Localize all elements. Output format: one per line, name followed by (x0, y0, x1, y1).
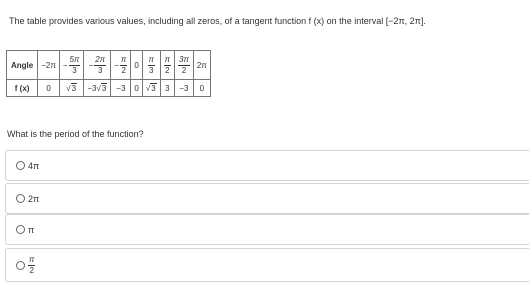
fx-cell: −3 (111, 80, 131, 97)
fx-cell: √3 (59, 80, 83, 97)
fx-cell: √3 (142, 80, 160, 97)
answer-choice-pi[interactable] (5, 214, 529, 245)
angle-cell: $\frac{3\pi}{2}$ (175, 51, 194, 80)
angle-cell: 2π (193, 51, 210, 80)
angle-cell: − $\frac{2\pi}{3}$ (84, 51, 111, 80)
angle-cell: 0 (131, 51, 142, 80)
choice-label: π (28, 224, 35, 235)
angle-cell: $\frac{\pi}{2}$ (160, 51, 174, 80)
choice-label: $\frac{\pi}{2}$ (29, 254, 35, 275)
table-row-fx (7, 80, 211, 97)
angle-header: Angle (7, 51, 38, 80)
values-table (6, 50, 211, 97)
fx-cell: −3√3 (84, 80, 111, 97)
fx-cell: 3 (160, 80, 174, 97)
answer-choice-4pi[interactable] (5, 150, 529, 181)
question-text: What is the period of the function? (7, 129, 144, 139)
fx-cell: 0 (131, 80, 142, 97)
radio-button[interactable] (16, 225, 25, 234)
fx-cell: 0 (38, 80, 60, 97)
angle-cell: $\frac{\pi}{3}$ (142, 51, 160, 80)
fx-cell: −3 (175, 80, 194, 97)
answer-choice-2pi[interactable] (5, 183, 529, 214)
table-row-angle (7, 51, 211, 80)
intro-text: The table provides various values, including all zeros, of a tangent function f (x) on the interval [−2π, 2π]. (9, 16, 426, 26)
angle-cell: −2π (38, 51, 60, 80)
radio-button[interactable] (16, 194, 25, 203)
radio-button[interactable] (16, 161, 25, 170)
angle-cell: − $\frac{5\pi}{3}$ (59, 51, 83, 80)
answer-choice-pi-over-2[interactable] (5, 248, 529, 282)
fx-cell: 0 (193, 80, 210, 97)
angle-cell: − $\frac{\pi}{2}$ (111, 51, 131, 80)
choice-label: 4π (28, 160, 40, 171)
radio-button[interactable] (16, 261, 25, 270)
choice-label: 2π (28, 193, 40, 204)
fx-header: f (x) (7, 80, 38, 97)
